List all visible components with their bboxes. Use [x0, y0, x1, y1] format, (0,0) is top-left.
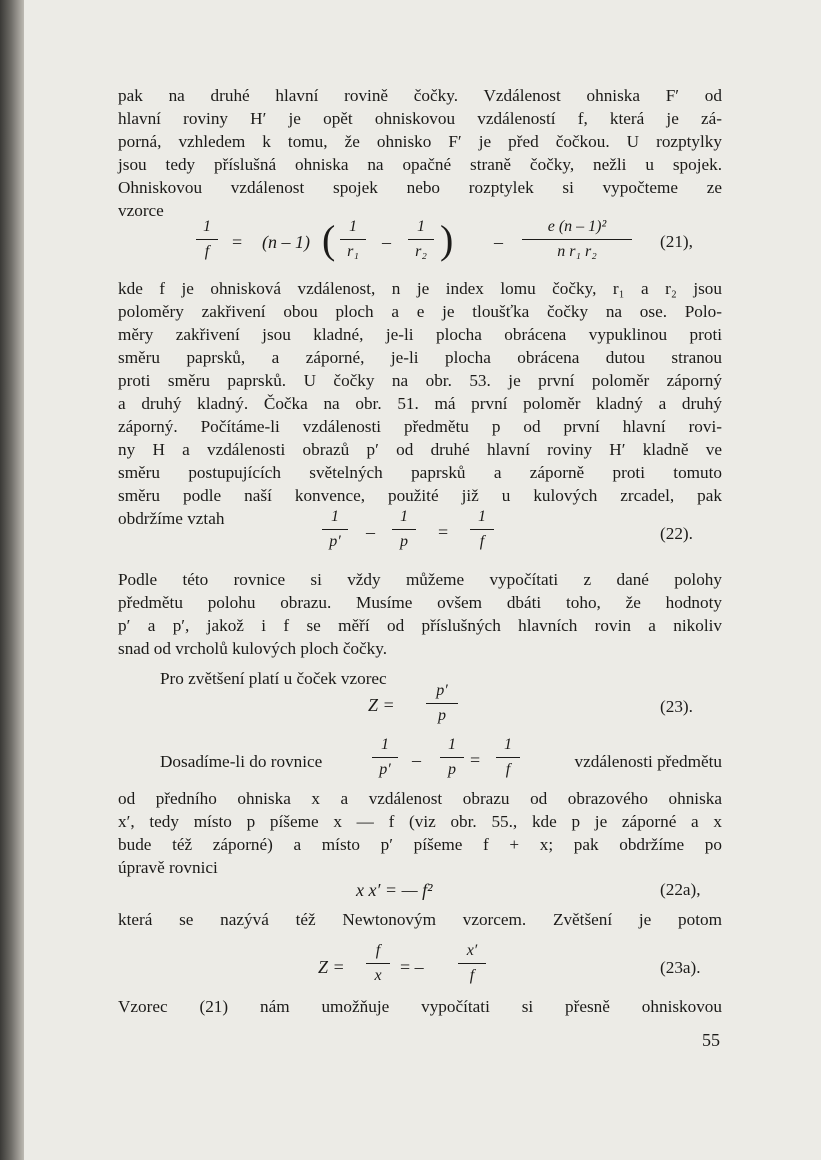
equals-sign: =	[470, 750, 481, 770]
equals-sign: =	[438, 522, 449, 542]
open-paren: (	[322, 217, 336, 262]
text-line: jsou tedy příslušná ohniska na opačné straně čočky, nežli u spojek.	[118, 155, 722, 174]
text-line: Dosadíme-li do rovnice	[160, 752, 323, 771]
fraction: 1 r₁	[340, 216, 366, 263]
minus-sign: –	[494, 232, 503, 252]
fraction: p′ p	[426, 680, 458, 727]
factor: (n – 1)	[262, 232, 310, 252]
text-line: předmětu polohu obrazu. Musíme ovšem dbáti toho, že hodnoty	[118, 593, 722, 612]
equation-number: (23).	[660, 697, 693, 716]
fraction: f x	[366, 940, 390, 987]
minus-sign: –	[366, 522, 375, 542]
fraction: 1 f	[196, 216, 218, 263]
book-gutter-shadow	[0, 0, 24, 1160]
text-line: obdržíme vztah	[118, 509, 225, 528]
equation-lhs: Z =	[368, 695, 395, 715]
text-line: vzdálenosti předmětu	[574, 752, 722, 771]
equals-sign: =	[232, 232, 243, 252]
fraction: 1 p	[440, 734, 464, 781]
fraction: 1 p′	[372, 734, 398, 781]
fraction: 1 f	[496, 734, 520, 781]
equation-number: (22).	[660, 524, 693, 543]
text-line: od předního ohniska x a vzdálenost obrazu od obrazového ohniska	[118, 789, 722, 808]
text-line: směru podle naší konvence, použité již u kulových zrcadel, pak	[118, 486, 722, 505]
text-line: a druhý kladný. Čočka na obr. 51. má první poloměr kladný a druhý	[118, 394, 722, 413]
text-line: směru postupujících světelných paprsků a záporně proti tomuto	[118, 463, 722, 482]
text-line: směru paprsků, a záporné, je-li plocha obrácena dutou stranou	[118, 348, 722, 367]
text-line: poloměry zakřivení obou ploch a e je tloušťka čočky na ose. Polo-	[118, 302, 722, 321]
text-line: bude též záporné) a místo p′ píšeme f + x; pak obdržíme po	[118, 835, 722, 854]
equation-number: (22a),	[660, 880, 701, 899]
equation-number: (21),	[660, 232, 693, 251]
equation-lhs: Z =	[318, 957, 345, 977]
text-line: Pro zvětšení platí u čoček vzorec	[160, 669, 387, 688]
fraction: 1 r₂	[408, 216, 434, 263]
text-line: měry zakřivení jsou kladné, je-li plocha obrácena vypuklinou proti	[118, 325, 722, 344]
text-line: proti směru paprsků. U čočky na obr. 53. je první poloměr záporný	[118, 371, 722, 390]
text-line: hlavní roviny H′ je opět ohniskovou vzdáleností f, která je zá-	[118, 109, 722, 128]
close-paren: )	[440, 217, 454, 262]
text-line: úpravě rovnici	[118, 858, 218, 877]
fraction: e (n – 1)² n r₁ r₂	[522, 216, 632, 263]
text-line: Ohniskovou vzdálenost spojek nebo rozptylek si vypočteme ze	[118, 178, 722, 197]
text-line: záporný. Počítáme-li vzdálenosti předmětu p od první hlavní rovi-	[118, 417, 722, 436]
text-line: p′ a p′, jakož i f se měří od příslušných hlavních rovin a nikoliv	[118, 616, 722, 635]
fraction: 1 p′	[322, 506, 348, 553]
text-line: vzorce	[118, 201, 164, 220]
equals-minus: = –	[400, 957, 424, 977]
equation-number: (23a).	[660, 958, 701, 977]
text-line: pak na druhé hlavní rovině čočky. Vzdálenost ohniska F′ od	[118, 86, 722, 105]
text-line: kde f je ohnisková vzdálenost, n je index lomu čočky, r₁ a r₂ jsou	[118, 279, 722, 298]
minus-sign: –	[382, 232, 391, 252]
page-number: 55	[702, 1030, 720, 1050]
text-line: x′, tedy místo p píšeme x — f (viz obr. 55., kde p je záporné a x	[118, 812, 722, 831]
fraction: 1 p	[392, 506, 416, 553]
fraction: x′ f	[458, 940, 486, 987]
text-line: ny H a vzdálenosti obrazů p′ od druhé hlavní roviny H′ kladně ve	[118, 440, 722, 459]
text-line: která se nazývá též Newtonovým vzorcem. Zvětšení je potom	[118, 910, 722, 929]
text-line: Podle této rovnice si vždy můžeme vypočítati z dané polohy	[118, 570, 722, 589]
text-line: snad od vrcholů kulových ploch čočky.	[118, 639, 388, 658]
text-line: Vzorec (21) nám umožňuje vypočítati si přesně ohniskovou	[118, 997, 722, 1016]
minus-sign: –	[412, 750, 421, 770]
equation-expression: x x′ = — f²	[356, 880, 433, 900]
text-line: porná, vzhledem k tomu, že ohnisko F′ je před čočkou. U rozptylky	[118, 132, 722, 151]
fraction: 1 f	[470, 506, 494, 553]
